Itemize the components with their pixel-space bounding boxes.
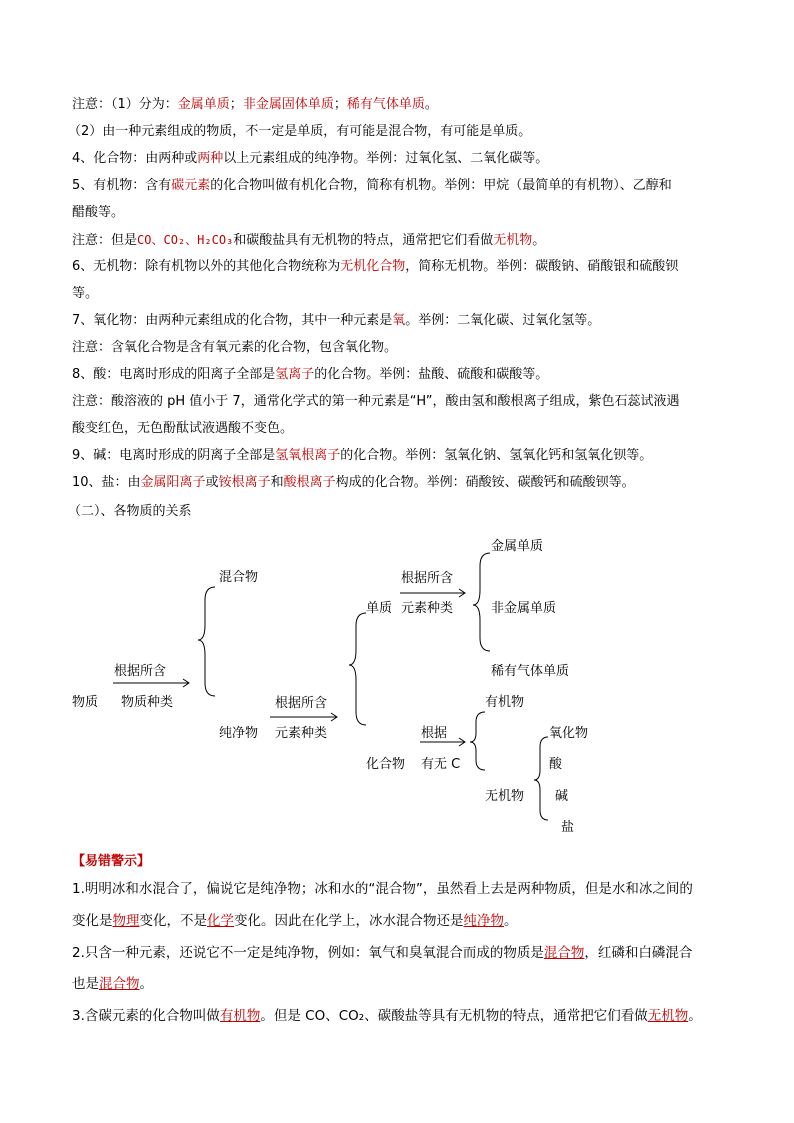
label-by-contain-2: 根据所含	[275, 696, 328, 711]
label-mixture: 混合物	[219, 570, 259, 585]
brace-compound	[470, 712, 485, 770]
text: 变化是	[72, 913, 113, 929]
text: 注意：但是	[72, 233, 138, 248]
underlined-answer: 无机物	[647, 1008, 689, 1024]
label-has-c: 有无 C	[421, 757, 461, 772]
label-salt: 盐	[561, 820, 575, 835]
underlined-answer: 化学	[207, 913, 234, 929]
highlight: 无机化合物	[340, 259, 406, 274]
text: 。举例：二氧化碳、过氧化氢等。	[405, 313, 601, 328]
warning-title: 【易错警示】	[72, 854, 151, 869]
label-matter-kind: 物质种类	[121, 695, 174, 710]
label-oxide: 氧化物	[549, 726, 589, 741]
note-5-caution	[72, 231, 545, 250]
note-6-cont: 等。	[72, 286, 99, 301]
note-7	[72, 312, 600, 330]
warning-1-cont	[72, 911, 518, 931]
label-pure: 纯净物	[219, 726, 259, 741]
highlight: 铵根离子	[218, 475, 271, 490]
text: 。	[424, 97, 438, 112]
highlight: 金属阳离子	[140, 475, 206, 490]
underlined-answer: 混合物	[99, 976, 140, 992]
label-matter: 物质	[72, 695, 99, 710]
label-by-contain-3: 根据所含	[401, 571, 454, 586]
brace-element	[473, 553, 490, 651]
text: 注意：（1）分为：	[72, 97, 178, 112]
section-heading: （二）、各物质的关系	[68, 504, 192, 519]
text: 也是	[72, 976, 99, 992]
highlight: 氢氧根离子	[275, 448, 341, 463]
underlined-answer: 有机物	[219, 1008, 261, 1024]
note-2: （2）由一种元素组成的物质，不一定是单质，有可能是混合物，有可能是单质。	[68, 124, 532, 139]
label-metal: 金属单质	[491, 539, 544, 554]
formula-highlight: CO、CO₂、H₂CO₃	[137, 233, 234, 247]
text: 10、盐：由	[72, 475, 141, 490]
brace-matter	[198, 587, 215, 696]
label-base: 碱	[555, 789, 569, 804]
label-element-kind-3: 元素种类	[401, 601, 454, 616]
text: 。	[139, 976, 153, 992]
text: 构成的化合物。举例：硝酸铵、碳酸钙和硫酸钡等。	[335, 475, 635, 490]
brace-inorganic	[534, 737, 548, 820]
note-7-caution: 注意：含氧化合物是含有氧元素的化合物，包含氧化物。	[72, 340, 398, 355]
text: 8、酸：电离时形成的阳离子全部是	[72, 367, 276, 382]
note-8-caution: 注意：酸溶液的 pH 值小于 7，通常化学式的第一种元素是“H”，酸由氢和酸根离子组成，紫色石蕊试液遇	[72, 394, 680, 409]
text: 。但是 CO、CO₂、碳酸盐等具有无机物的特点，通常把它们看做	[260, 1008, 648, 1024]
underlined-answer: 混合物	[543, 945, 585, 961]
warning-1: 1.明明冰和水混合了，偏说它是纯净物；冰和水的“混合物”，虽然看上去是两种物质，但是水和冰之间的	[72, 881, 693, 897]
label-compound: 化合物	[366, 757, 406, 772]
text: 9、碱：电离时形成的阴离子全部是	[72, 448, 276, 463]
highlight: 金属单质	[177, 97, 230, 112]
label-acid: 酸	[549, 757, 563, 772]
note-1	[72, 96, 438, 114]
underlined-answer: 纯净物	[463, 913, 504, 929]
note-8	[72, 366, 548, 384]
text: 4、化合物：由两种或	[72, 151, 198, 166]
text: 和	[270, 475, 284, 490]
brace-pure	[349, 613, 366, 725]
underlined-answer: 物理	[112, 913, 140, 929]
label-inorganic: 无机物	[485, 789, 525, 804]
highlight: 酸根离子	[283, 475, 336, 490]
label-nonmetal: 非金属单质	[491, 601, 557, 616]
text: ；	[333, 97, 347, 112]
text: 6、无机物：除有机物以外的其他化合物统称为	[72, 259, 341, 274]
warning-2	[72, 943, 692, 963]
highlight: 氢离子	[275, 367, 315, 382]
text: 7、氧化物：由两种元素组成的化合物，其中一种元素是	[72, 313, 393, 328]
note-4	[72, 150, 548, 168]
text: 5、有机物：含有	[72, 178, 172, 193]
label-organic: 有机物	[485, 695, 525, 710]
text: 的化合物。举例：氢氧化钠、氢氧化钙和氢氧化钡等。	[340, 448, 653, 463]
highlight: 两种	[197, 151, 224, 166]
highlight: 稀有气体单质	[346, 97, 425, 112]
text: 。	[504, 913, 518, 929]
text: 以上元素组成的纯净物。举例：过氧化氢、二氧化碳等。	[223, 151, 549, 166]
label-element-kind-2: 元素种类	[275, 726, 328, 741]
note-9	[72, 447, 652, 465]
note-6	[72, 258, 678, 276]
note-5-cont: 醋酸等。	[72, 205, 125, 220]
text: 的化合物。举例：盐酸、硫酸和碳酸等。	[314, 367, 549, 382]
highlight: 无机物	[493, 233, 533, 248]
text: 。	[688, 1008, 702, 1024]
text: 2.只含一种元素，还说它不一定是纯净物，例如：氧气和臭氧混合而成的物质是	[72, 945, 544, 961]
highlight: 非金属固体单质	[242, 97, 334, 112]
text: 变化。因此在化学上，冰水混合物还是	[234, 913, 464, 929]
highlight: 氧	[392, 313, 406, 328]
highlight: 碳元素	[171, 178, 211, 193]
text: 。	[532, 233, 546, 248]
text: ，红磷和白磷混合	[584, 945, 693, 961]
text: 的化合物叫做有机化合物，简称有机物。举例：甲烷（最简单的有机物）、乙醇和	[210, 178, 672, 193]
warning-3	[72, 1006, 702, 1026]
label-noble: 稀有气体单质	[491, 664, 570, 679]
label-element: 单质	[366, 601, 393, 616]
label-by-c: 根据	[421, 726, 448, 741]
text: 或	[205, 475, 219, 490]
text: 3.含碳元素的化合物叫做	[72, 1008, 220, 1024]
note-10	[72, 474, 635, 492]
text: ，简称无机物。举例：碳酸钠、硝酸银和硫酸钡	[405, 259, 679, 274]
text: 变化，不是	[139, 913, 207, 929]
text: 和碳酸盐具有无机物的特点，通常把它们看做	[233, 233, 494, 248]
text: ；	[229, 97, 243, 112]
label-by-contain-1: 根据所含	[114, 664, 167, 679]
note-8-caution-cont: 酸变红色，无色酚酞试液遇酸不变色。	[72, 421, 294, 436]
warning-2-cont	[72, 974, 153, 994]
note-5	[72, 177, 672, 195]
